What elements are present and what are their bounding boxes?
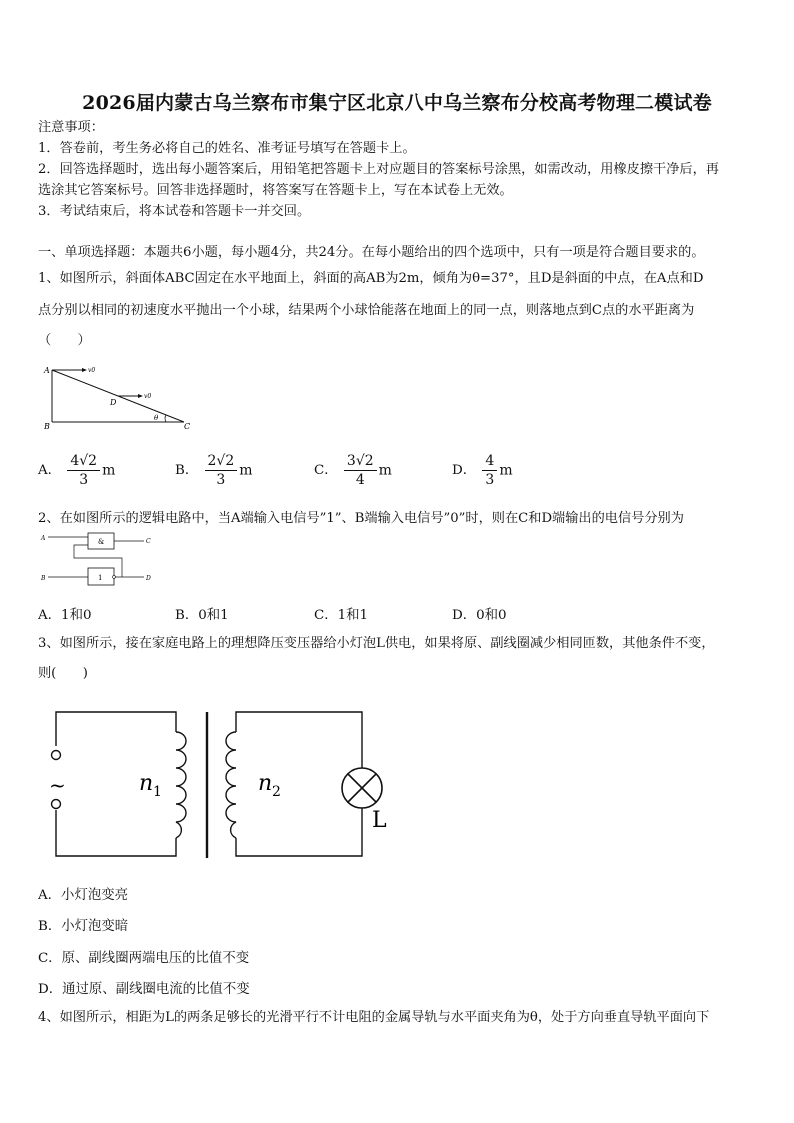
unit: m bbox=[378, 462, 392, 479]
arrowhead-d bbox=[138, 394, 143, 398]
fraction-numerator: 3√2 bbox=[344, 452, 377, 471]
q1-incline-figure bbox=[38, 360, 198, 435]
not-gate-symbol: 1 bbox=[98, 574, 103, 582]
notice-item-3: 3．考试结束后，将本试卷和答题卡一并交回。 bbox=[38, 204, 311, 219]
option-fraction bbox=[482, 452, 497, 489]
label-v0-a: v0 bbox=[88, 367, 96, 374]
notice-item-1: 1．答卷前，考生务必将自己的姓名、准考证号填写在答题卡上。 bbox=[38, 141, 416, 156]
secondary-bottom-wire bbox=[236, 808, 362, 856]
label-d: D bbox=[146, 575, 151, 582]
q1-option-c[interactable] bbox=[314, 452, 392, 489]
q2-option-c[interactable]: C．1和1 bbox=[314, 608, 369, 623]
label-c: C bbox=[184, 422, 191, 431]
q3-stem-line2: 则( ) bbox=[38, 666, 88, 681]
q1-stem-line1: 1、如图所示，斜面体ABC固定在水平地面上，斜面的高AB为2m，倾角为θ=37°，且D是斜面的中点，在A点和D bbox=[38, 271, 704, 286]
fraction-numerator: 4√2 bbox=[67, 452, 100, 471]
label-n2-subscript: 2 bbox=[272, 784, 281, 800]
q2-option-d[interactable]: D．0和0 bbox=[452, 608, 507, 623]
ac-source-symbol: ~ bbox=[49, 773, 66, 797]
q4-stem: 4、如图所示，相距为L的两条足够长的光滑平行不计电阻的金属导轨与水平面夹角为θ，处于方向垂直导轨平面向下 bbox=[38, 1010, 710, 1025]
notice-item-2-cont: 选涂其它答案标号。回答非选择题时，将答案写在答题卡上，写在本试卷上无效。 bbox=[38, 183, 513, 198]
label-d: D bbox=[110, 398, 117, 407]
q2-option-a[interactable]: A．1和0 bbox=[38, 608, 92, 623]
q3-option-c[interactable]: C．原、副线圈两端电压的比值不变 bbox=[38, 951, 250, 966]
terminal-bottom bbox=[52, 800, 61, 809]
q2-stem: 2、在如图所示的逻辑电路中，当A端输入电信号”1”、B端输入电信号”0”时，则在C和D端输出的电信号分别为 bbox=[38, 511, 684, 526]
q1-option-b[interactable] bbox=[175, 452, 253, 489]
label-n1: n bbox=[139, 771, 154, 796]
q1-option-d[interactable] bbox=[452, 452, 513, 489]
primary-bottom-wire bbox=[56, 810, 176, 856]
option-letter: A． bbox=[38, 463, 62, 478]
terminal-top bbox=[52, 751, 61, 760]
fraction-denominator: 3 bbox=[485, 472, 495, 488]
q2-logic-circuit bbox=[40, 530, 160, 592]
q3-option-b[interactable]: B．小灯泡变暗 bbox=[38, 919, 129, 934]
inverter-bubble bbox=[113, 576, 116, 579]
q1-stem-line2: 点分别以相同的初速度水平抛出一个小球，结果两个小球恰能落在地面上的同一点，则落地点到C点的水平距离为 bbox=[38, 303, 695, 318]
fraction-denominator: 3 bbox=[79, 472, 89, 488]
label-c: C bbox=[146, 538, 151, 545]
unit: m bbox=[239, 462, 253, 479]
option-fraction bbox=[205, 452, 238, 489]
fraction-denominator: 3 bbox=[216, 472, 226, 488]
label-v0-d: v0 bbox=[144, 393, 152, 400]
option-fraction bbox=[67, 452, 100, 489]
label-n1-subscript: 1 bbox=[153, 784, 162, 800]
option-fraction bbox=[344, 452, 377, 489]
arrowhead-a bbox=[82, 368, 87, 372]
label-theta: θ bbox=[154, 414, 159, 422]
label-a: A bbox=[44, 366, 50, 375]
q2-option-b[interactable]: B．0和1 bbox=[175, 608, 229, 623]
notice-heading: 注意事项： bbox=[38, 120, 104, 135]
secondary-coil bbox=[226, 732, 236, 838]
q1-option-a[interactable] bbox=[38, 452, 115, 489]
fraction-denominator: 4 bbox=[355, 472, 365, 488]
label-lamp-l: L bbox=[372, 808, 387, 833]
page-title: 2026届内蒙古乌兰察布市集宁区北京八中乌兰察布分校高考物理二模试卷 bbox=[82, 92, 712, 114]
q3-option-d[interactable]: D．通过原、副线圈电流的比值不变 bbox=[38, 982, 250, 997]
q3-stem-line1: 3、如图所示，接在家庭电路上的理想降压变压器给小灯泡L供电，如果将原、副线圈减少相同匝数，其他条件不变， bbox=[38, 636, 715, 651]
q1-answer-paren: （ ） bbox=[38, 333, 91, 348]
q3-transformer-circuit bbox=[40, 700, 400, 865]
unit: m bbox=[102, 462, 116, 479]
label-b: B bbox=[44, 422, 50, 431]
unit: m bbox=[499, 462, 513, 479]
fraction-numerator: 2√2 bbox=[205, 452, 238, 471]
primary-coil bbox=[176, 732, 186, 838]
label-b: B bbox=[41, 575, 46, 582]
and-gate-symbol: & bbox=[98, 538, 105, 546]
fraction-numerator: 4 bbox=[482, 452, 497, 471]
notice-item-2: 2．回答选择题时，选出每小题答案后，用铅笔把答题卡上对应题目的答案标号涂黑，如需改动，用橡皮擦干净后，再 bbox=[38, 162, 719, 177]
secondary-top-wire bbox=[236, 712, 362, 768]
option-letter: C． bbox=[314, 463, 338, 478]
primary-top-wire bbox=[56, 712, 176, 746]
q3-option-a[interactable]: A．小灯泡变亮 bbox=[38, 888, 129, 903]
label-n2: n bbox=[258, 771, 273, 796]
label-a: A bbox=[41, 535, 46, 542]
option-letter: B． bbox=[175, 463, 199, 478]
option-letter: D． bbox=[452, 463, 477, 478]
section-heading: 一、单项选择题：本题共6小题，每小题4分，共24分。在每小题给出的四个选项中，只有一项是符合题目要求的。 bbox=[38, 245, 705, 260]
angle-arc bbox=[165, 415, 166, 422]
